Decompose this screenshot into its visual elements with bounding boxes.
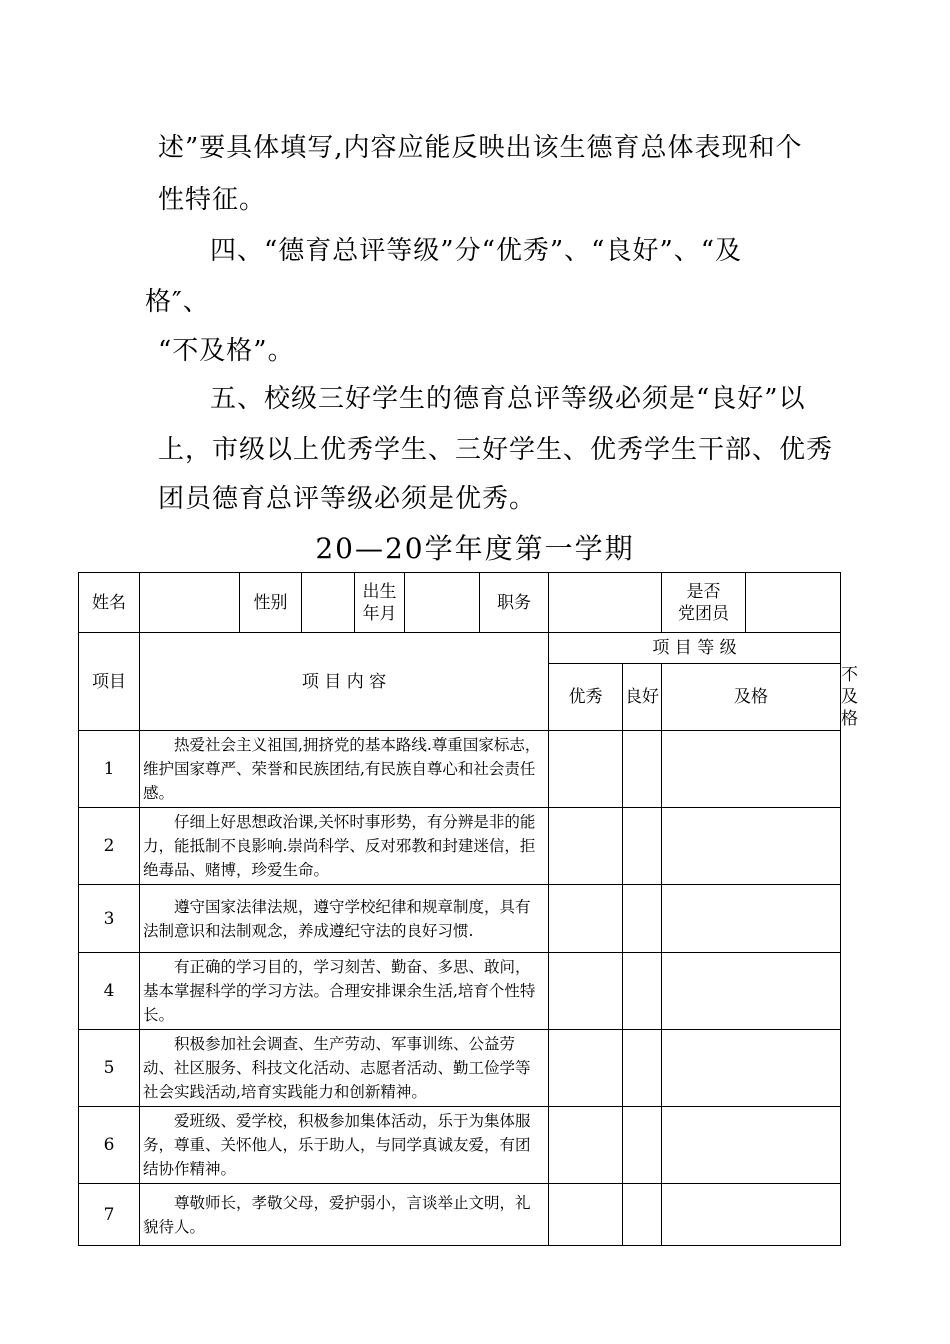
table-row <box>79 808 841 885</box>
table-row <box>79 1107 841 1184</box>
grade-good-cell[interactable] <box>623 953 662 1030</box>
grade-excellent-cell[interactable] <box>549 808 623 885</box>
grade-excellent-cell[interactable] <box>549 731 623 808</box>
item-content: 仔细上好思想政治课,关怀时事形势，有分辨是非的能力，能抵制不良影响.崇尚科学、反对邪教和封建迷信，拒绝毒品、赌博，珍爱生命。 <box>140 808 549 885</box>
item-content: 尊敬师长，孝敬父母，爱护弱小，言谈举止文明，礼貌待人。 <box>140 1184 549 1246</box>
item-header: 项目 <box>79 633 140 731</box>
paragraph-line: “不及格”。 <box>158 336 295 366</box>
grade-header: 项 目 等 级 <box>549 633 841 664</box>
grade-good-cell[interactable] <box>623 1107 662 1184</box>
item-content: 遵守国家法律法规，遵守学校纪律和规章制度，具有法制意识和法制观念，养成遵纪守法的良好习惯. <box>140 885 549 953</box>
birth-label: 出生 年月 <box>355 573 405 633</box>
birth-field[interactable] <box>405 573 480 633</box>
grade-pass-cell[interactable] <box>662 1107 841 1184</box>
grade-excellent-cell[interactable] <box>549 1107 623 1184</box>
grade-excellent-header: 优秀 <box>549 664 623 731</box>
content-header: 项 目 内 容 <box>140 633 549 731</box>
item-content: 有正确的学习目的，学习刻苦、勤奋、多思、敢问，基本掌握科学的学习方法。合理安排课余生活,培育个性特长。 <box>140 953 549 1030</box>
grade-good-cell[interactable] <box>623 1030 662 1107</box>
grade-pass-cell[interactable] <box>662 808 841 885</box>
table-title: 20—20学年度第一学期 <box>315 532 635 565</box>
gender-label: 性别 <box>240 573 302 633</box>
evaluation-table <box>78 572 858 1246</box>
table-row <box>79 885 841 953</box>
name-label: 姓名 <box>79 573 140 633</box>
grade-pass-header: 及格 <box>662 664 841 731</box>
item-number: 3 <box>79 885 140 953</box>
paragraph-line: 五、校级三好学生的德育总评等级必须是“良好”以 <box>210 384 806 414</box>
member-field[interactable] <box>746 573 841 633</box>
item-number: 5 <box>79 1030 140 1107</box>
paragraph-line: 四、“德育总评等级”分“优秀”、“良好”、“及 <box>210 236 743 266</box>
paragraph-line: 上，市级以上优秀学生、三好学生、优秀学生干部、优秀 <box>158 435 834 465</box>
grade-good-cell[interactable] <box>623 808 662 885</box>
name-field[interactable] <box>140 573 240 633</box>
position-label: 职务 <box>480 573 549 633</box>
item-number: 4 <box>79 953 140 1030</box>
paragraph-line: 性特征。 <box>158 185 267 215</box>
member-label: 是否 党团员 <box>662 573 746 633</box>
header-row <box>79 633 841 664</box>
grade-header-row: 优秀 良好 及格 不及格 <box>79 664 841 731</box>
item-number: 6 <box>79 1107 140 1184</box>
grade-pass-cell[interactable] <box>662 731 841 808</box>
grade-excellent-cell[interactable] <box>549 885 623 953</box>
item-content: 爱班级、爱学校，积极参加集体活动，乐于为集体服务，尊重、关怀他人，乐于助人，与同学真诚友爱，有团结协作精神。 <box>140 1107 549 1184</box>
grade-pass-cell[interactable] <box>662 885 841 953</box>
table-row <box>79 953 841 1030</box>
table-row <box>79 1030 841 1107</box>
grade-good-cell[interactable] <box>623 885 662 953</box>
position-field[interactable] <box>549 573 662 633</box>
grade-pass-cell[interactable] <box>662 1184 841 1246</box>
gender-field[interactable] <box>302 573 355 633</box>
info-row <box>79 573 841 633</box>
grade-excellent-cell[interactable] <box>549 1030 623 1107</box>
item-number: 1 <box>79 731 140 808</box>
grade-excellent-cell[interactable] <box>549 953 623 1030</box>
table-row <box>79 1184 841 1246</box>
item-number: 2 <box>79 808 140 885</box>
grade-pass-cell[interactable] <box>662 1030 841 1107</box>
grade-pass-cell[interactable] <box>662 953 841 1030</box>
table-row <box>79 731 841 808</box>
grade-excellent-cell[interactable] <box>549 1184 623 1246</box>
grade-good-cell[interactable] <box>623 731 662 808</box>
item-content: 积极参加社会调查、生产劳动、军事训练、公益劳动、社区服务、科技文化活动、志愿者活动、勤工俭学等社会实践活动,培育实践能力和创新精神。 <box>140 1030 549 1107</box>
paragraph-line: 述”要具体填写,内容应能反映出该生德育总体表现和个 <box>158 133 803 163</box>
paragraph-line: 格″、 <box>145 287 210 317</box>
grade-good-header: 良好 <box>623 664 662 731</box>
item-content: 热爱社会主义祖国,拥挤党的基本路线.尊重国家标志，维护国家尊严、荣誉和民族团结,有民族自尊心和社会责任感。 <box>140 731 549 808</box>
paragraph-line: 团员德育总评等级必须是优秀。 <box>158 484 537 514</box>
grade-good-cell[interactable] <box>623 1184 662 1246</box>
item-number: 7 <box>79 1184 140 1246</box>
